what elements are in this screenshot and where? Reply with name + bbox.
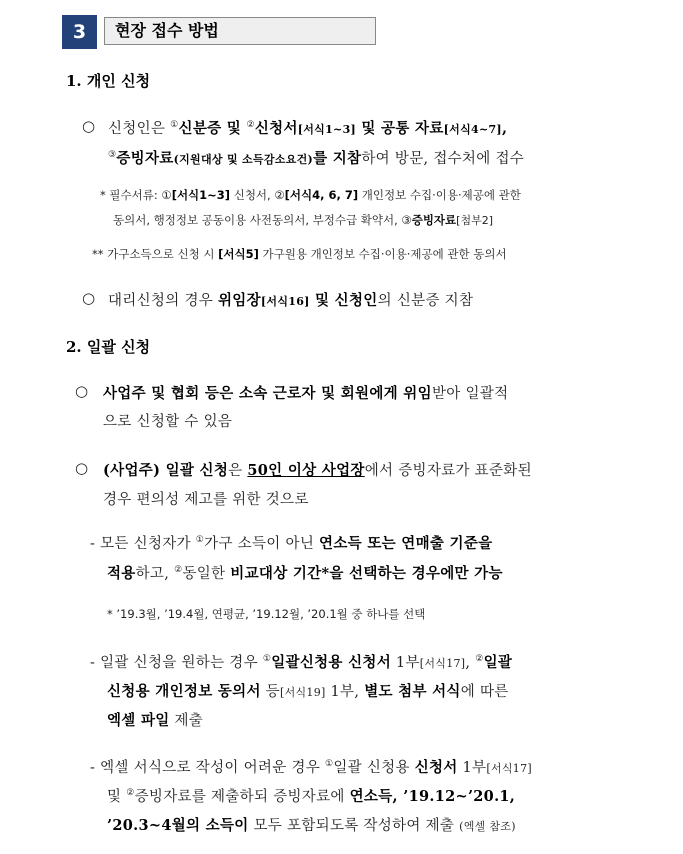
- text-run: 으로 신청할 수 있음: [103, 414, 233, 430]
- text-run: 사업주 및 협회 등은 소속 근로자 및 회원에게 위임: [103, 385, 432, 402]
- text-run: 에서 증빙자료가 표준화된: [364, 463, 532, 479]
- text-run: 개인정보 수집·이용·제공에 관한: [358, 188, 521, 202]
- text-run: [서식1~3]: [297, 123, 357, 136]
- text-run: 연소득 또는 연매출 기준을: [319, 535, 493, 552]
- text-run: 일괄: [483, 654, 513, 671]
- bullet-circle-icon: ○: [82, 117, 96, 135]
- proxy-application-bullet: [108, 289, 473, 310]
- heading-individual-application: 1. 개인 신청: [66, 72, 151, 90]
- text-run: ①: [170, 120, 179, 130]
- text-run: (엑셀 참조): [459, 820, 516, 833]
- text-run: 1부,: [325, 684, 365, 700]
- text-run: ①: [195, 535, 205, 545]
- text-run: 비교대상 기간*을 선택하는 경우에만 가능: [230, 565, 503, 582]
- text-run: [서식4~7]: [443, 123, 502, 136]
- bulk-bullet-1-line-1: [103, 382, 508, 403]
- text-run: ②: [126, 788, 135, 798]
- bulk-dash-1-line-1: [90, 532, 492, 553]
- text-run: 받아 일괄적: [431, 386, 509, 402]
- text-run: 일괄신청용 신청서: [271, 654, 392, 671]
- text-run: (사업주) 일괄 신청: [103, 462, 229, 479]
- text-run: 경우 편의성 제고를 위한 것으로: [103, 492, 309, 508]
- text-run: 신청서: [414, 759, 458, 776]
- section-number-badge: 3: [62, 15, 97, 49]
- required-documents-note-line-1: [100, 187, 521, 203]
- bullet-circle-icon: ○: [82, 289, 96, 307]
- heading-bulk-application: 2. 일괄 신청: [66, 338, 151, 356]
- text-run: ,: [501, 120, 508, 137]
- text-run: 및 공통 자료: [356, 120, 444, 137]
- required-documents-note-line-2: [113, 212, 493, 228]
- section-title: 현장 접수 방법: [104, 17, 376, 45]
- text-run: 은: [228, 463, 248, 479]
- text-run: 및 신청인: [309, 292, 378, 309]
- text-run: [서식19]: [279, 686, 326, 699]
- bulk-dash-2-line-3: [107, 709, 203, 730]
- text-run: 증빙자료를 제출하되 증빙자료에: [134, 789, 350, 805]
- text-run: (지원대상 및 소득감소요건): [173, 153, 314, 166]
- text-run: 하고,: [135, 566, 175, 582]
- bulk-bullet-2-line-2: [103, 488, 309, 509]
- individual-bullet-1-line-2: [108, 147, 524, 168]
- text-run: - 엑셀 서식으로 작성이 어려운 경우: [90, 760, 325, 776]
- text-run: ,: [465, 655, 476, 671]
- text-run: 별도 첨부 서식: [364, 683, 461, 700]
- household-income-note: [92, 246, 507, 262]
- text-run: 신청서, ②: [230, 188, 285, 202]
- text-run: 하여 방문, 접수처에 접수: [361, 151, 525, 167]
- text-run: 신청인은: [108, 121, 171, 137]
- text-run: 에 따른: [460, 684, 509, 700]
- text-run: 동일한: [182, 566, 231, 582]
- text-run: [첨부2]: [456, 214, 493, 227]
- text-run: [서식17]: [419, 657, 466, 670]
- text-run: ** 가구소득으로 신청 시: [92, 247, 219, 261]
- text-run: 엑셀 파일: [107, 712, 170, 729]
- text-run: [서식5]: [218, 247, 259, 261]
- text-run: ①: [262, 654, 272, 664]
- text-run: 를 지참: [313, 150, 362, 167]
- text-run: 일괄 신청용: [333, 760, 415, 776]
- text-run: ③: [108, 150, 117, 160]
- text-run: 신청용 개인정보 동의서: [107, 683, 261, 700]
- text-run: [서식1~3]: [171, 188, 231, 202]
- text-run: 신청서: [254, 120, 298, 137]
- text-run: [서식4, 6, 7]: [284, 188, 359, 202]
- text-run: 적용: [107, 565, 136, 582]
- text-run: 및: [107, 789, 127, 805]
- text-run: - 일괄 신청을 원하는 경우: [90, 655, 263, 671]
- text-run: 가구원용 개인정보 수집·이용·제공에 관한 동의서: [258, 247, 507, 261]
- text-run: 제출: [169, 713, 204, 729]
- bulk-dash-2-line-2: [107, 680, 509, 701]
- text-run: 50인 이상 사업장: [247, 462, 365, 479]
- comparison-period-note: * ’19.3월, ’19.4월, 연평균, ’19.12월, ’20.1월 중 하나를 선택: [107, 607, 426, 621]
- bullet-circle-icon: ○: [75, 382, 89, 400]
- bulk-bullet-2-line-1: [103, 459, 532, 480]
- individual-bullet-1-line-1: [108, 117, 507, 138]
- text-run: 의 신분증 지참: [377, 293, 474, 309]
- text-run: ②: [174, 565, 183, 575]
- bulk-dash-2-line-1: [90, 651, 512, 672]
- text-run: 증빙자료: [116, 150, 174, 167]
- text-run: 1부: [391, 655, 420, 671]
- bulk-dash-1-line-2: [107, 562, 503, 583]
- text-run: 위임장: [217, 292, 261, 309]
- bulk-dash-3-line-2: [107, 785, 515, 806]
- text-run: ①: [324, 759, 334, 769]
- bullet-circle-icon: ○: [75, 459, 89, 477]
- text-run: ’20.3~4월의 소득이: [107, 817, 249, 834]
- text-run: 등: [260, 684, 280, 700]
- bulk-dash-3-line-1: [90, 756, 532, 777]
- text-run: ②: [246, 120, 255, 130]
- text-run: [서식16]: [260, 295, 310, 308]
- text-run: 1부: [457, 760, 487, 776]
- text-run: 증빙자료: [411, 213, 457, 227]
- text-run: 동의서, 행정정보 공동이용 사전동의서, 부정수급 확약서, ③: [113, 213, 412, 227]
- text-run: ②: [475, 654, 484, 664]
- text-run: * 필수서류: ①: [100, 188, 172, 202]
- text-run: 가구 소득이 아닌: [204, 536, 320, 552]
- bulk-bullet-1-line-2: [103, 410, 232, 431]
- text-run: 및: [221, 120, 247, 137]
- text-run: [서식17]: [486, 762, 532, 775]
- text-run: 대리신청의 경우: [108, 293, 218, 309]
- text-run: 신분증: [178, 120, 222, 137]
- text-run: 연소득, ’19.12~’20.1,: [349, 788, 516, 805]
- text-run: 모두 포함되도록 작성하여 제출: [248, 818, 460, 834]
- bulk-dash-3-line-3: [107, 814, 516, 835]
- text-run: - 모든 신청자가: [90, 536, 196, 552]
